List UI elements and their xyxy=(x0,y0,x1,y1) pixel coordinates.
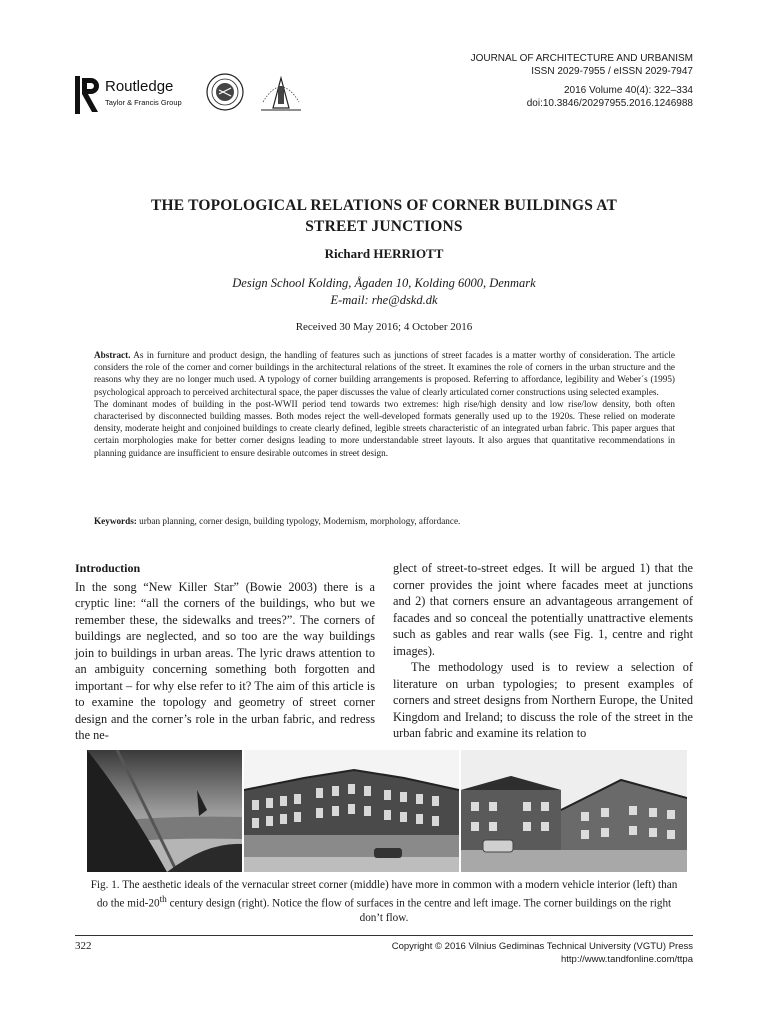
body-paragraph: glect of street-to-street edges. It will be argued 1) that the corner provides the joint where facades meet at junctions and 2) that corners ensure an advantageous arrangement of facades and so conceal the potentially unattractive elements such as gables and rear walls (see Fig. 1, centre and right images). xyxy=(393,561,693,658)
publisher-name: Routledge xyxy=(105,78,174,95)
article-title xyxy=(100,195,668,237)
footer-copyright xyxy=(392,940,693,966)
keywords xyxy=(94,515,675,527)
journal-issn: ISSN 2029-7955 / eISSN 2029-7947 xyxy=(531,66,693,77)
author-affiliation xyxy=(100,275,668,309)
keywords-label: Keywords: xyxy=(94,516,137,526)
body-paragraph: The methodology used is to review a selection of literature on urban typologies; to present examples of corners and street designs from Northern Europe, the United Kingdom and Ireland; to discuss the role of the street in the urban fabric and examine its relation to xyxy=(393,660,693,740)
keywords-text: urban planning, corner design, building typology, Modernism, morphology, affordance. xyxy=(139,516,461,526)
abstract-label: Abstract. xyxy=(94,350,131,360)
abstract-paragraph-1: As in furniture and product design, the handling of features such as junctions of street facades is a matter worthy of consideration. The article considers the role of the corner and corner buildings in the architectural relations of the street. It examines the role of corners in the urban structure and the reasons why they are no longer much used. A typology of corner building arrangements is proposed. Referring to affordance, legibility and Weber´s (1995) psychological approach to perceived architectural space, the paper discusses the value of clearly articulated corner constructions using selected examples. xyxy=(94,350,676,397)
author-name: Richard HERRIOTT xyxy=(324,246,444,261)
journal-url-link[interactable]: http://www.tandfonline.com/ttpa xyxy=(560,954,693,965)
journal-doi: doi:10.3846/20297955.2016.1246988 xyxy=(526,98,693,109)
academy-emblem-icon xyxy=(257,72,305,116)
publisher-subtitle: Taylor & Francis Group xyxy=(105,98,182,107)
figure-1 xyxy=(87,750,687,872)
figure-caption xyxy=(85,878,683,925)
vernacular-corner-building-photo xyxy=(244,750,459,872)
university-seal-icon xyxy=(205,72,245,112)
affiliation-email: E-mail: rhe@dskd.dk xyxy=(330,293,438,307)
abstract xyxy=(94,349,675,459)
body-paragraph: In the song “New Killer Star” (Bowie 2003) there is a cryptic line: “all the corners of the buildings, who but we remember these, the sidewalks and trees?”. The corners of buildings are neglected, and so too are the way buildings join to buildings in urban areas. The lyric draws attention to an ambiguity concerning something both forgotten and important – for why else refer to it? The aim of this article is to examine the topology and geometry of street corner design and the corner’s role in the urban fabric, and redress the ne- xyxy=(75,579,375,742)
body-column-left xyxy=(75,560,375,744)
journal-name: JOURNAL OF ARCHITECTURE AND URBANISM xyxy=(470,53,693,64)
caption-text-2: century design (right). Notice the flow of surfaces in the centre and left image. The corner buildings on the right don’t flow. xyxy=(166,897,672,924)
title-line-1: THE TOPOLOGICAL RELATIONS OF CORNER BUILDINGS AT xyxy=(150,197,618,214)
caption-text-1: Fig. 1. The aesthetic ideals of the vernacular street corner (middle) have more in common with a modern vehicle interior (left) than do the mid-20 xyxy=(90,879,678,910)
page-number: 322 xyxy=(75,940,92,952)
body-column-right xyxy=(393,560,693,742)
received-dates: Received 30 May 2016; 4 October 2016 xyxy=(295,321,473,333)
caption-superscript: th xyxy=(159,894,167,905)
journal-info xyxy=(471,52,693,110)
journal-volume: 2016 Volume 40(4): 322–334 xyxy=(564,85,693,96)
copyright-text: Copyright © 2016 Vilnius Gediminas Technical University (VGTU) Press xyxy=(391,941,693,952)
publisher-logos xyxy=(75,72,315,118)
section-heading-introduction: Introduction xyxy=(75,561,141,575)
title-line-2: STREET JUNCTIONS xyxy=(305,218,463,235)
vehicle-interior-photo xyxy=(87,750,242,872)
routledge-logo-icon xyxy=(75,76,101,114)
affiliation-address: Design School Kolding, Ågaden 10, Kolding 6000, Denmark xyxy=(232,276,536,290)
mid-century-corner-building-photo xyxy=(461,750,687,872)
footer-divider xyxy=(75,935,693,936)
abstract-paragraph-2: The dominant modes of building in the post-WWII period tend towards two extremes: high rise/high density and low rise/low density, both often characterised by disconnected building masses. Both modes reject the well-developed formats generally used up to the 1920s. These relied on moderate density, moderate height and conjoined buildings to create clearly defined, legible streets characteristic of an integrated urban fabric. This paper argues that certain morphologies make for better corner designs leading to more understandable street layouts. It also argues that quantitative recommendations in planning guidance are insufficient to ensure desirable outcomes in street design. xyxy=(94,398,675,458)
